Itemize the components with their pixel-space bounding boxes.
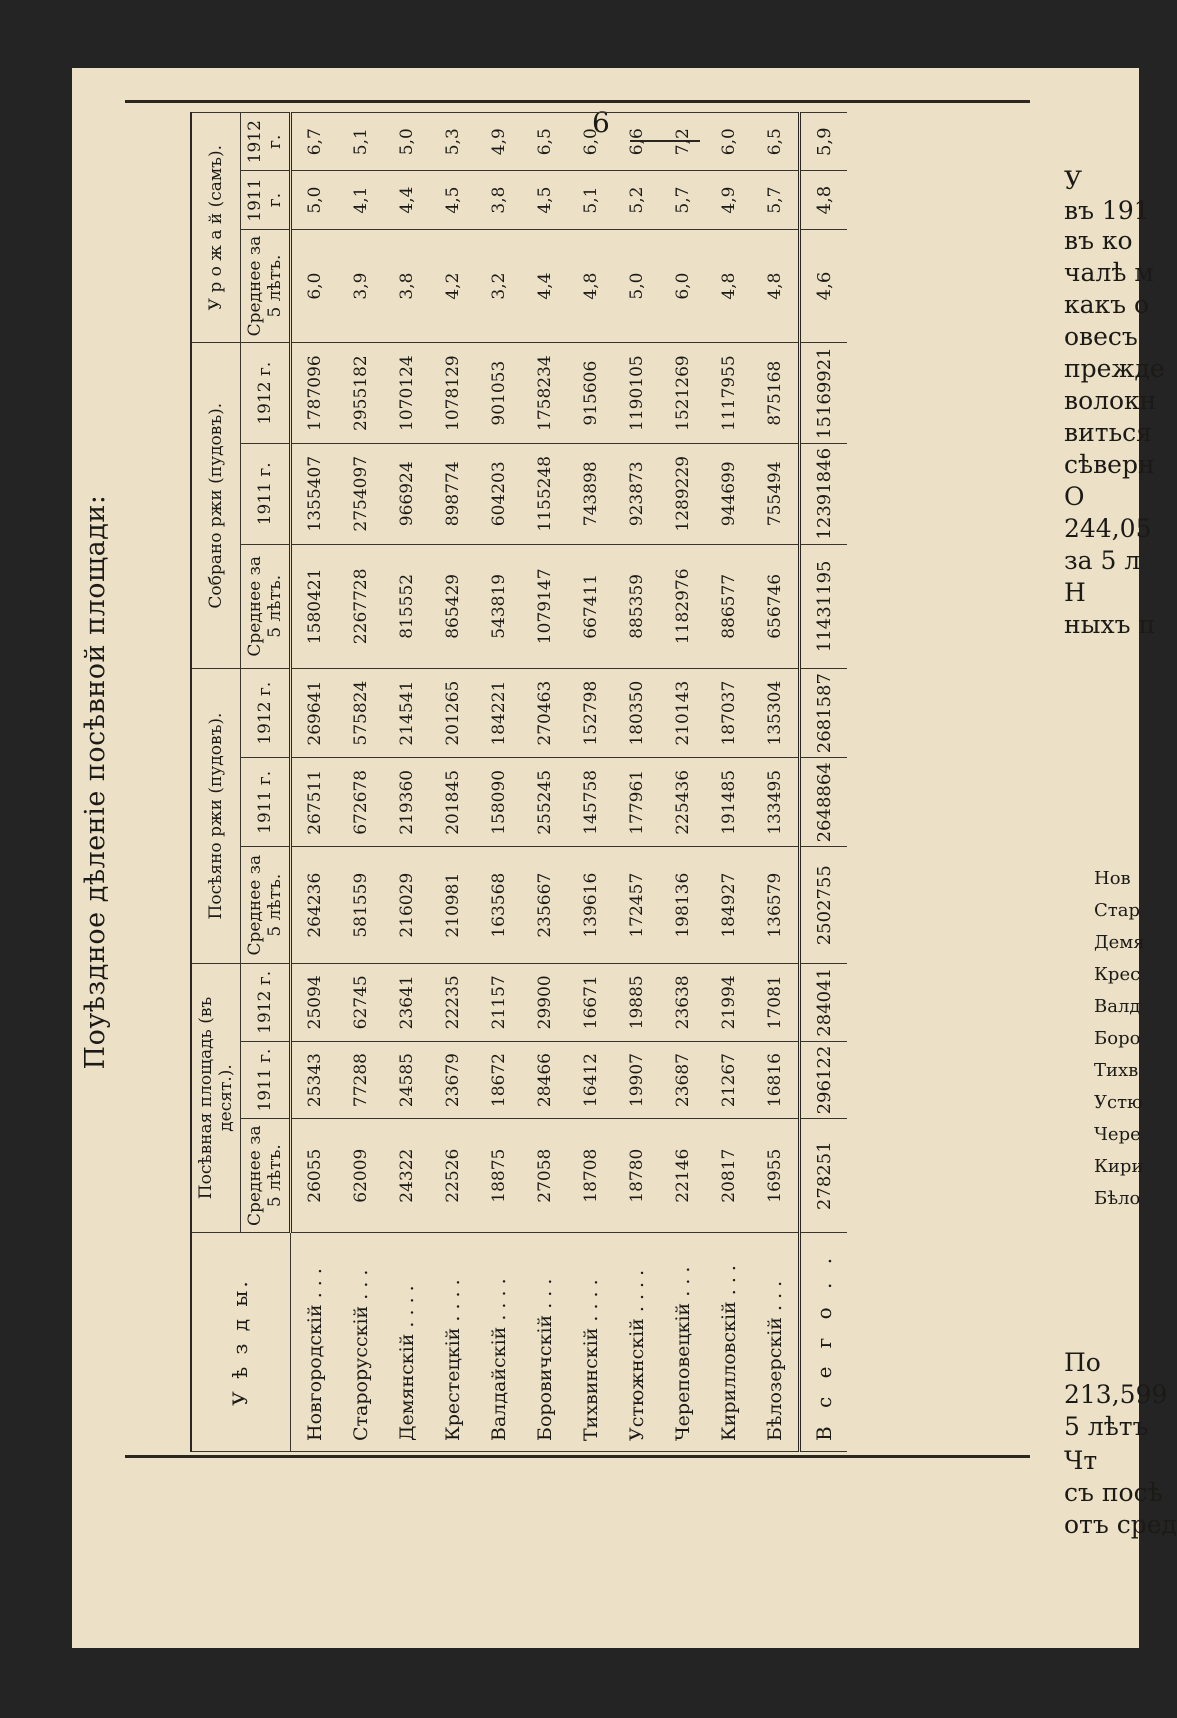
table-row	[430, 113, 476, 1452]
table-cell: 16412	[568, 1041, 614, 1119]
uezd-name: Боровичскій . . .	[522, 1233, 568, 1452]
table-row	[614, 113, 660, 1452]
uezd-name: Демянскій . . . .	[384, 1233, 430, 1452]
table-cell: 201845	[430, 758, 476, 847]
table-cell: 24322	[384, 1119, 430, 1233]
table-cell: 1758234	[522, 343, 568, 444]
table-cell: 6,5	[752, 113, 800, 171]
table-cell: 26055	[291, 1119, 339, 1233]
uezd-name: Череповецкій . . .	[660, 1233, 706, 1452]
subheader-1912: 1912 г.	[241, 963, 291, 1041]
next-page-text-line: 213,599	[1064, 1380, 1168, 1409]
total-cell: 12391846	[800, 443, 848, 544]
uezd-name: Бѣлозерскій . . .	[752, 1233, 800, 1452]
table-cell: 4,4	[522, 229, 568, 343]
subheader-avg: Среднее за 5 лѣтъ.	[241, 847, 291, 964]
table-cell: 1289229	[660, 443, 706, 544]
uezd-sowing-table	[190, 112, 847, 1452]
next-page-text-line: О	[1064, 482, 1085, 511]
total-cell: 4,8	[800, 171, 848, 229]
next-page-text-line: Н	[1064, 578, 1086, 607]
table-row	[476, 113, 522, 1452]
table-cell: 915606	[568, 343, 614, 444]
table-cell: 25094	[291, 963, 339, 1041]
table-cell: 16955	[752, 1119, 800, 1233]
table-cell: 1117955	[706, 343, 752, 444]
table-cell: 19885	[614, 963, 660, 1041]
header-yield: У р о ж а й (самъ).	[191, 113, 241, 343]
table-cell: 966924	[384, 443, 430, 544]
table-cell: 269641	[291, 669, 339, 758]
next-page-text-line: отъ сред	[1064, 1510, 1177, 1539]
table-cell: 201265	[430, 669, 476, 758]
table-cell: 23679	[430, 1041, 476, 1119]
table-cell: 177961	[614, 758, 660, 847]
header-sown-rye: Посѣяно ржи (пудовъ).	[191, 669, 241, 964]
table-cell: 216029	[384, 847, 430, 964]
table-cell: 886577	[706, 544, 752, 668]
table-cell: 1580421	[291, 544, 339, 668]
table-cell: 5,7	[752, 171, 800, 229]
table-cell: 210981	[430, 847, 476, 964]
table-top-rule	[125, 100, 1030, 103]
table-cell: 18708	[568, 1119, 614, 1233]
next-page-text-line: волокн	[1064, 386, 1157, 415]
table-cell: 4,5	[430, 171, 476, 229]
table-cell: 22235	[430, 963, 476, 1041]
next-page-uezd-name: Бѣло	[1094, 1188, 1141, 1209]
subheader-1911: 1911 г.	[241, 1041, 291, 1119]
total-cell: 284041	[800, 963, 848, 1041]
table-bottom-rule	[125, 1455, 1030, 1458]
table-cell: 264236	[291, 847, 339, 964]
table-cell: 4,8	[568, 229, 614, 343]
next-page-fragment	[1054, 68, 1177, 1648]
table-cell: 5,0	[614, 229, 660, 343]
next-page-text-line: виться	[1064, 418, 1152, 447]
table-row	[522, 113, 568, 1452]
table-cell: 6,5	[522, 113, 568, 171]
table-row	[338, 113, 384, 1452]
table-cell: 172457	[614, 847, 660, 964]
table-cell: 5,0	[384, 113, 430, 171]
table-cell: 210143	[660, 669, 706, 758]
table-cell: 4,9	[706, 171, 752, 229]
table-cell: 1787096	[291, 343, 339, 444]
table-cell: 5,0	[291, 171, 339, 229]
table-cell: 6,7	[291, 113, 339, 171]
next-page-text-line: У	[1064, 166, 1083, 195]
next-page-uezd-name: Кири	[1094, 1156, 1144, 1177]
next-page-text-line: прежде	[1064, 354, 1165, 383]
table-cell: 184221	[476, 669, 522, 758]
header-uezdy: У ѣ з д ы.	[191, 1233, 291, 1452]
table-cell: 19907	[614, 1041, 660, 1119]
table-cell: 1078129	[430, 343, 476, 444]
table-row	[291, 113, 339, 1452]
table-cell: 20817	[706, 1119, 752, 1233]
total-row	[800, 113, 848, 1452]
next-page-text-line: какъ о	[1064, 290, 1150, 319]
total-cell: 296122	[800, 1041, 848, 1119]
table-cell: 6,6	[614, 113, 660, 171]
table-cell: 23638	[660, 963, 706, 1041]
table-cell: 214541	[384, 669, 430, 758]
table-cell: 1521269	[660, 343, 706, 444]
table-cell: 656746	[752, 544, 800, 668]
table-cell: 2754097	[338, 443, 384, 544]
table-cell: 1190105	[614, 343, 660, 444]
table-cell: 24585	[384, 1041, 430, 1119]
table-cell: 191485	[706, 758, 752, 847]
table-row	[568, 113, 614, 1452]
table-cell: 667411	[568, 544, 614, 668]
next-page-text-line: съ посѣ	[1064, 1478, 1163, 1507]
next-page-uezd-name: Стар	[1094, 900, 1140, 921]
table-cell: 62745	[338, 963, 384, 1041]
table-cell: 18875	[476, 1119, 522, 1233]
next-page-text-line: въ 191	[1064, 196, 1150, 225]
table-cell: 755494	[752, 443, 800, 544]
table-cell: 163568	[476, 847, 522, 964]
subheader-avg: Среднее за 5 лѣтъ.	[241, 229, 291, 343]
next-page-uezd-name: Нов	[1094, 868, 1131, 889]
total-cell: 278251	[800, 1119, 848, 1233]
table-cell: 865429	[430, 544, 476, 668]
table-cell: 29900	[522, 963, 568, 1041]
next-page-text-line: 5 лѣтъ	[1064, 1412, 1149, 1441]
total-cell: 2502755	[800, 847, 848, 964]
table-cell: 21267	[706, 1041, 752, 1119]
table-cell: 6,0	[568, 113, 614, 171]
table-cell: 6,0	[291, 229, 339, 343]
table-cell: 604203	[476, 443, 522, 544]
table-cell: 1155248	[522, 443, 568, 544]
next-page-text-line: ныхъ п	[1064, 610, 1156, 639]
table-row	[706, 113, 752, 1452]
next-page-uezd-name: Валд	[1094, 996, 1141, 1017]
table-cell: 901053	[476, 343, 522, 444]
uezd-name: Валдайскій . . . .	[476, 1233, 522, 1452]
next-page-text-line: По	[1064, 1348, 1101, 1377]
table-cell: 1182976	[660, 544, 706, 668]
table-cell: 136579	[752, 847, 800, 964]
table-cell: 158090	[476, 758, 522, 847]
table-cell: 22526	[430, 1119, 476, 1233]
total-cell: 5,9	[800, 113, 848, 171]
table-cell: 152798	[568, 669, 614, 758]
table-cell: 139616	[568, 847, 614, 964]
total-label: В с е г о . .	[800, 1233, 848, 1452]
table-cell: 21994	[706, 963, 752, 1041]
table-cell: 180350	[614, 669, 660, 758]
table-cell: 133495	[752, 758, 800, 847]
table-cell: 2267728	[338, 544, 384, 668]
table-cell: 17081	[752, 963, 800, 1041]
table-cell: 62009	[338, 1119, 384, 1233]
table-cell: 225436	[660, 758, 706, 847]
table-cell: 3,9	[338, 229, 384, 343]
table-cell: 898774	[430, 443, 476, 544]
table-row	[752, 113, 800, 1452]
table-row	[384, 113, 430, 1452]
table-cell: 4,5	[522, 171, 568, 229]
table-cell: 7,2	[660, 113, 706, 171]
table-cell: 25343	[291, 1041, 339, 1119]
subheader-1912: 1912 г.	[241, 669, 291, 758]
header-sown-area: Посѣвная площадь (въ десят.).	[191, 963, 241, 1232]
table-cell: 184927	[706, 847, 752, 964]
table-cell: 1079147	[522, 544, 568, 668]
table-cell: 16671	[568, 963, 614, 1041]
table-cell: 135304	[752, 669, 800, 758]
uezd-name: Устюжнскій . . . .	[614, 1233, 660, 1452]
table-cell: 543819	[476, 544, 522, 668]
next-page-uezd-name: Крес	[1094, 964, 1141, 985]
next-page-uezd-name: Чере	[1094, 1124, 1141, 1145]
table-cell: 4,1	[338, 171, 384, 229]
total-cell: 11431195	[800, 544, 848, 668]
table-cell: 5,3	[430, 113, 476, 171]
table-cell: 4,4	[384, 171, 430, 229]
table-cell: 815552	[384, 544, 430, 668]
subheader-avg: Среднее за 5 лѣтъ.	[241, 1119, 291, 1233]
subheader-1912: 1912 г.	[241, 113, 291, 171]
table-cell: 235667	[522, 847, 568, 964]
uezd-name: Крестецкій . . . .	[430, 1233, 476, 1452]
uezd-name: Кирилловскій . . .	[706, 1233, 752, 1452]
table-cell: 1355407	[291, 443, 339, 544]
subheader-1911: 1911 г.	[241, 171, 291, 229]
table-cell: 2955182	[338, 343, 384, 444]
table-cell: 4,8	[752, 229, 800, 343]
total-cell: 15169921	[800, 343, 848, 444]
table-cell: 27058	[522, 1119, 568, 1233]
table-cell: 255245	[522, 758, 568, 847]
table-cell: 875168	[752, 343, 800, 444]
table-cell: 5,1	[568, 171, 614, 229]
table-cell: 187037	[706, 669, 752, 758]
table-cell: 267511	[291, 758, 339, 847]
table-cell: 28466	[522, 1041, 568, 1119]
table-cell: 575824	[338, 669, 384, 758]
table-cell: 23687	[660, 1041, 706, 1119]
table-cell: 22146	[660, 1119, 706, 1233]
table-cell: 219360	[384, 758, 430, 847]
uezd-name: Новгородскій . . .	[291, 1233, 339, 1452]
table-title: Поуѣздное дѣленіе посѣвной площади:	[80, 494, 111, 1070]
table-cell: 5,1	[338, 113, 384, 171]
table-cell: 944699	[706, 443, 752, 544]
table-cell: 5,7	[660, 171, 706, 229]
table-cell: 6,0	[660, 229, 706, 343]
header-harvest-rye: Собрано ржи (пудовъ).	[191, 343, 241, 669]
subheader-1911: 1911 г.	[241, 758, 291, 847]
table-cell: 3,2	[476, 229, 522, 343]
table-cell: 23641	[384, 963, 430, 1041]
table-cell: 923873	[614, 443, 660, 544]
subheader-avg: Среднее за 5 лѣтъ.	[241, 544, 291, 668]
table-cell: 21157	[476, 963, 522, 1041]
table-cell: 5,2	[614, 171, 660, 229]
uezd-name: Старорусскій . . .	[338, 1233, 384, 1452]
table-cell: 743898	[568, 443, 614, 544]
table-cell: 885359	[614, 544, 660, 668]
page-number: 6	[592, 106, 610, 139]
table-cell: 4,8	[706, 229, 752, 343]
table-cell: 270463	[522, 669, 568, 758]
subheader-1912: 1912 г.	[241, 343, 291, 444]
table-cell: 18780	[614, 1119, 660, 1233]
table-cell: 18672	[476, 1041, 522, 1119]
table-cell: 3,8	[476, 171, 522, 229]
next-page-uezd-name: Тихв	[1094, 1060, 1139, 1081]
table-cell: 4,9	[476, 113, 522, 171]
total-cell: 4,6	[800, 229, 848, 343]
rotated-table-block	[80, 112, 960, 1452]
table-cell: 6,0	[706, 113, 752, 171]
subheader-1911: 1911 г.	[241, 443, 291, 544]
table-cell: 672678	[338, 758, 384, 847]
next-page-text-line: за 5 л	[1064, 546, 1141, 575]
table-row	[660, 113, 706, 1452]
next-page-text-line: Чт	[1064, 1446, 1098, 1475]
table-body	[291, 113, 848, 1452]
next-page-text-line: сѣверн	[1064, 450, 1155, 479]
table-cell: 145758	[568, 758, 614, 847]
next-page-text-line: овесъ	[1064, 322, 1138, 351]
total-cell: 2648864	[800, 758, 848, 847]
next-page-text-line: 244,05	[1064, 514, 1152, 543]
table-cell: 4,2	[430, 229, 476, 343]
next-page-uezd-name: Устю	[1094, 1092, 1143, 1113]
next-page-text-line: чалѣ м	[1064, 258, 1154, 287]
next-page-text-line: въ ко	[1064, 226, 1133, 255]
next-page-uezd-name: Демя	[1094, 932, 1145, 953]
table-cell: 198136	[660, 847, 706, 964]
table-cell: 1070124	[384, 343, 430, 444]
table-cell: 16816	[752, 1041, 800, 1119]
table-cell: 3,8	[384, 229, 430, 343]
next-page-uezd-name: Боро	[1094, 1028, 1141, 1049]
table-cell: 77288	[338, 1041, 384, 1119]
uezd-name: Тихвинскій . . . .	[568, 1233, 614, 1452]
table-cell: 581559	[338, 847, 384, 964]
total-cell: 2681587	[800, 669, 848, 758]
